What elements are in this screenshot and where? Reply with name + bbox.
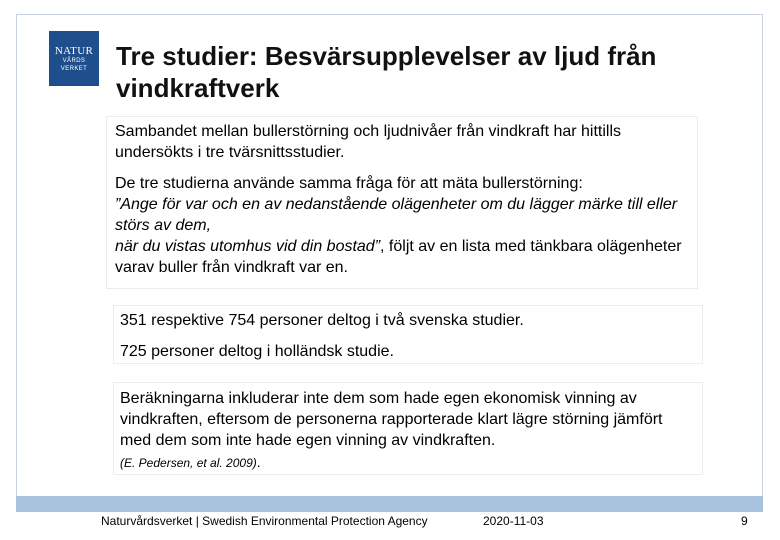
citation — [120, 454, 696, 471]
logo-line-2: VÅRDS — [62, 58, 86, 64]
text-box-calculations — [113, 382, 703, 475]
slide-title: Tre studier: Besvärsupplevelser av ljud från vindkraftverk — [116, 41, 657, 103]
dutch-participants: 725 personer deltog i holländsk studie. — [120, 343, 394, 360]
text-box-studies — [106, 116, 698, 289]
studies-intro: Sambandet mellan bullerstörning och ljudnivåer från vindkraft har hittills undersökts i tre tvärsnittsstudier. — [115, 123, 622, 161]
footer-date: 2020-11-03 — [483, 514, 544, 528]
logo-line-1: NATUR — [54, 45, 94, 57]
question-paragraph — [115, 173, 689, 278]
logo-line-3: VERKET — [60, 66, 88, 72]
question-rest: , följt av en lista med tänkbara olägenheter varav buller från vindkraft var en. — [115, 238, 682, 276]
citation-period: . — [256, 454, 261, 470]
question-intro: De tre studierna använde samma fråga för att mäta bullerstörning: — [115, 175, 583, 192]
page-number: 9 — [741, 514, 748, 528]
naturvardsverket-logo — [49, 31, 99, 86]
calculations-text: Beräkningarna inkluderar inte dem som hade egen ekonomisk vinning av vindkraften, eftersom de personerna rapporterade klart lägre störning jämfört med dem som inte hade egen vinning av vindkraften. — [120, 390, 663, 449]
citation-text: (E. Pedersen, et al. 2009) — [120, 456, 257, 470]
footer-bar — [16, 496, 763, 512]
text-box-participants — [113, 305, 703, 364]
footer-organization: Naturvårdsverket | Swedish Environmental Protection Agency — [101, 514, 428, 528]
question-quote-2: när du vistas utomhus vid din bostad” — [115, 238, 381, 255]
swedish-participants: 351 respektive 754 personer deltog i två svenska studier. — [120, 312, 524, 329]
question-quote: ”Ange för var och en av nedanstående olägenheter om du lägger märke till eller störs av dem, — [115, 196, 678, 234]
